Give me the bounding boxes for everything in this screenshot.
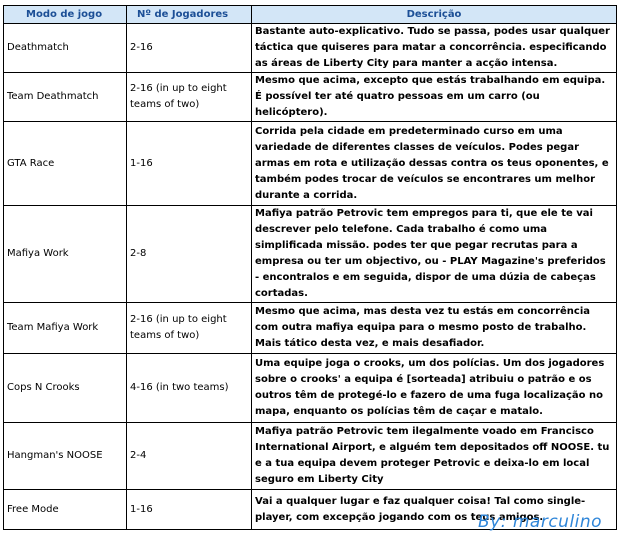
mode-cell: Hangman's NOOSE [4, 423, 127, 490]
description-cell: Corrida pela cidade em predeterminado curso em uma variedade de diferentes classes de veículos. Podes pegar armas em rota e utilização dessas contra os teus oponentes, e também podes trocar de veículos se encontrares um melhor durante a corrida. [252, 122, 617, 206]
header-mode: Modo de jogo [4, 6, 127, 24]
table-row [4, 423, 617, 490]
description-cell: Mafiya patrão Petrovic tem ilegalmente voado em Francisco International Airport, e alguém tem depositados off NOOSE. tu e a tua equipa devem proteger Petrovic e deixa-lo em local seguro em Liberty City [252, 423, 617, 490]
mode-cell: Mafiya Work [4, 206, 127, 303]
mode-cell: GTA Race [4, 122, 127, 206]
mode-cell: Team Deathmatch [4, 73, 127, 122]
description-cell: Uma equipe joga o crooks, um dos polícias. Um dos jogadores sobre o crooks' a equipa é [sorteada] atribuiu o patrão e os outros têm de protegé-lo e fazero de uma fuga localização no mapa, enquanto os polícias têm de caçar e matalo. [252, 354, 617, 423]
description-cell: Mafiya patrão Petrovic tem empregos para ti, que ele te vai descrever pelo telefone. Cada trabalho é como uma simplificada missão. podes ter que pegar recrutas para a empresa ou ter um objectivo, ou - PLAY Magazine's preferidos - encontralos e em seguida, dispor de uma dúzia de cabeças cortadas. [252, 206, 617, 303]
mode-cell: Team Mafiya Work [4, 303, 127, 354]
players-cell: 2-8 [127, 206, 252, 303]
table-row [4, 354, 617, 423]
mode-cell: Free Mode [4, 490, 127, 530]
author-credit: By: marculino [478, 512, 603, 532]
players-cell: 1-16 [127, 122, 252, 206]
header-players: Nº de Jogadores [127, 6, 252, 24]
mode-cell: Deathmatch [4, 24, 127, 73]
table-row [4, 206, 617, 303]
table-row [4, 24, 617, 73]
description-cell: Vai a qualquer lugar e faz qualquer coisa! Tal como single-player, com excepção jogando com os teus amigos. [252, 490, 617, 530]
table-row [4, 122, 617, 206]
players-cell: 2-16 (in up to eight teams of two) [127, 303, 252, 354]
description-cell: Mesmo que acima, excepto que estás trabalhando em equipa. É possível ter até quatro pessoas em um carro (ou helicóptero). [252, 73, 617, 122]
header-description: Descrição [252, 6, 617, 24]
players-cell: 2-16 [127, 24, 252, 73]
players-cell: 4-16 (in two teams) [127, 354, 252, 423]
table-row [4, 303, 617, 354]
players-cell: 1-16 [127, 490, 252, 530]
players-cell: 2-4 [127, 423, 252, 490]
description-cell: Bastante auto-explicativo. Tudo se passa, podes usar qualquer táctica que quiseres para matar a concorrência. especificando as áreas de Liberty City para manter a acção intensa. [252, 24, 617, 73]
mode-cell: Cops N Crooks [4, 354, 127, 423]
players-cell: 2-16 (in up to eight teams of two) [127, 73, 252, 122]
header-row [4, 6, 617, 24]
game-modes-table [3, 5, 617, 530]
table-row [4, 73, 617, 122]
description-cell: Mesmo que acima, mas desta vez tu estás em concorrência com outra mafiya equipa para o mesmo posto de trabalho. Mais tático desta vez, e mais desafiador. [252, 303, 617, 354]
